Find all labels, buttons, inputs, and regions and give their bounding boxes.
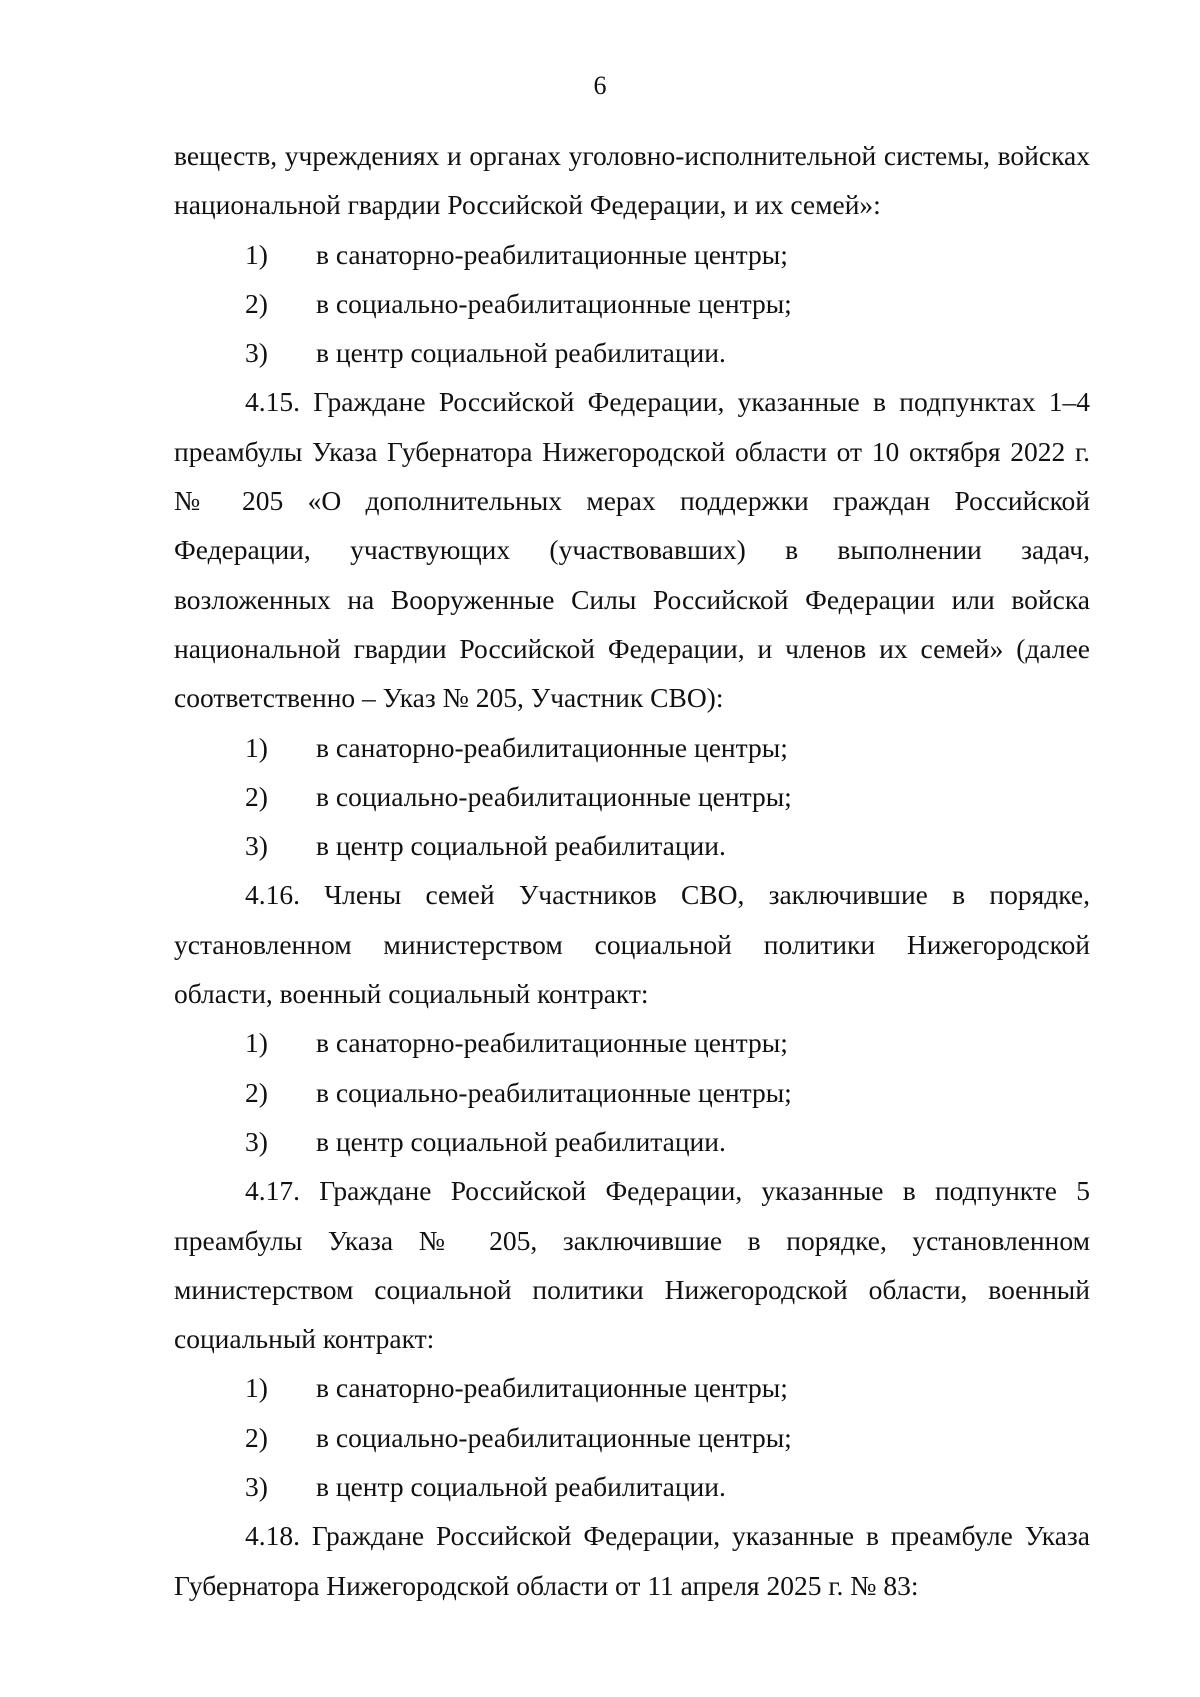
list-item-number: 1) xyxy=(245,238,268,270)
list-item-number: 2) xyxy=(245,1421,268,1453)
list-item-text: в центр социальной реабилитации. xyxy=(316,830,726,862)
list-item-text: в санаторно-реабилитационные центры; xyxy=(316,1372,788,1404)
paragraph-continuation: веществ, учреждениях и органах уголовно-исполнительной системы, войсках национальной гвардии Российской Федерации, и их семей»: xyxy=(174,140,1090,221)
list-item-text: в социально-реабилитационные центры; xyxy=(316,287,792,319)
list-item-text: в санаторно-реабилитационные центры; xyxy=(316,731,788,763)
list-item xyxy=(174,1068,1090,1117)
list-item xyxy=(174,328,1090,377)
list-item-number: 2) xyxy=(245,1076,268,1108)
paragraph-4-15: 4.15. Граждане Российской Федерации, указанные в подпунктах 1–4 преамбулы Указа Губернатора Нижегородской области от 10 октября 2022 г. № 205 «О дополнительных мерах поддержки граждан Российской Федерации, участвующих (участвовавших) в выполнении задач, возложенных на Вооруженные Силы Российской Федерации или войска национальной гвардии Российской Федерации, и членов их семей» (далее соответственно – Указ № 205, Участник СВО): xyxy=(174,386,1090,714)
list-item-number: 1) xyxy=(245,1027,268,1059)
list-item xyxy=(174,230,1090,279)
list-item-text: в санаторно-реабилитационные центры; xyxy=(316,1027,788,1059)
list-item-text: в центр социальной реабилитации. xyxy=(316,1471,726,1503)
list-item xyxy=(174,1413,1090,1462)
document-body xyxy=(174,131,1090,1610)
list-item-text: в центр социальной реабилитации. xyxy=(316,1125,726,1157)
list-item-text: в центр социальной реабилитации. xyxy=(316,337,726,369)
list-item-text: в социально-реабилитационные центры; xyxy=(316,1076,792,1108)
list-item-number: 1) xyxy=(245,1372,268,1404)
list-item xyxy=(174,723,1090,772)
list-item-number: 3) xyxy=(245,1125,268,1157)
list-item-number: 3) xyxy=(245,1471,268,1503)
list-item-text: в социально-реабилитационные центры; xyxy=(316,1421,792,1453)
list-item-text: в социально-реабилитационные центры; xyxy=(316,780,792,812)
list-item-number: 1) xyxy=(245,731,268,763)
paragraph-4-16: 4.16. Члены семей Участников СВО, заключившие в порядке, установленном министерством социальной политики Нижегородской области, военный социальный контракт: xyxy=(174,879,1090,1010)
list-item-number: 2) xyxy=(245,287,268,319)
list-item xyxy=(174,1363,1090,1412)
list-item xyxy=(174,1462,1090,1511)
list-item-number: 2) xyxy=(245,780,268,812)
list-item xyxy=(174,279,1090,328)
list-item xyxy=(174,1018,1090,1067)
list-item xyxy=(174,1117,1090,1166)
page-number: 6 xyxy=(593,71,607,100)
paragraph-4-18: 4.18. Граждане Российской Федерации, указанные в преамбуле Указа Губернатора Нижегородской области от 11 апреля 2025 г. № 83: xyxy=(174,1520,1090,1601)
list-item-text: в санаторно-реабилитационные центры; xyxy=(316,238,788,270)
paragraph-4-17: 4.17. Граждане Российской Федерации, указанные в подпункте 5 преамбулы Указа № 205, заключившие в порядке, установленном министерством социальной политики Нижегородской области, военный социальный контракт: xyxy=(174,1175,1090,1355)
list-item-number: 3) xyxy=(245,830,268,862)
list-item xyxy=(174,821,1090,870)
list-item xyxy=(174,772,1090,821)
list-item-number: 3) xyxy=(245,337,268,369)
